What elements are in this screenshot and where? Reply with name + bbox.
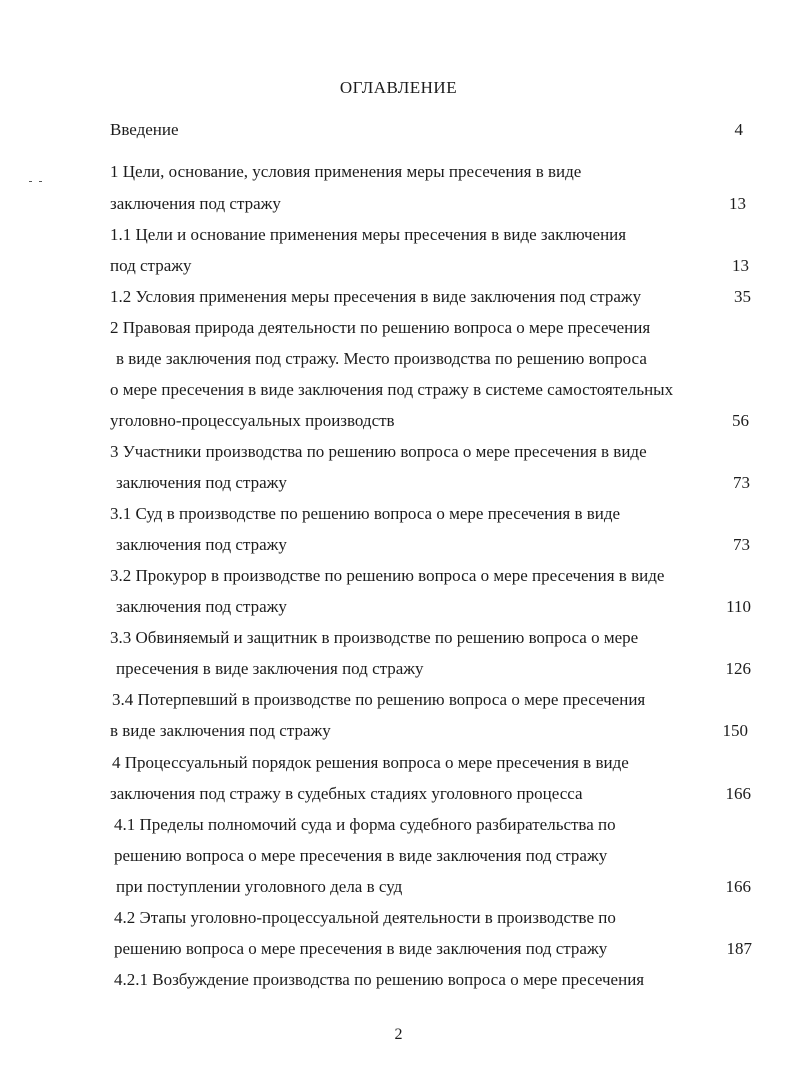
toc-entry-line: 3.3 Обвиняемый и защитник в производстве по решению вопроса о мере [110,628,639,647]
toc-entry-page: 35 [734,287,751,306]
toc-entry-page: 166 [725,784,751,803]
scan-speck [29,181,32,182]
toc-entry-line: решению вопроса о мере пресечения в виде заключения под стражу [114,939,608,958]
toc-entry-line: заключения под стражу в судебных стадиях уголовного процесса [110,784,583,803]
toc-entry-line: заключения под стражу [116,535,287,554]
toc-entry-line: 4.2 Этапы уголовно-процессуальной деятельности в производстве по [114,908,616,927]
toc-entry-line: заключения под стражу [116,473,287,492]
toc-entry-page: 187 [726,939,752,958]
toc-entry-line: уголовно-процессуальных производств [110,411,395,430]
toc-entry-line: заключения под стражу [116,597,287,616]
toc-entry-line: Введение [110,120,179,139]
toc-entry-line: 3.1 Суд в производстве по решению вопроса о мере пресечения в виде [110,504,621,523]
toc-entry-line: 1 Цели, основание, условия применения меры пресечения в виде [110,162,582,181]
toc-entry-page: 150 [722,721,748,740]
toc-entry-page: 73 [733,473,750,492]
toc-entry-page: 166 [725,877,751,896]
toc-entry-line: в виде заключения под стражу [110,721,331,740]
toc-entry-page: 4 [734,120,743,139]
toc-entry-line: 1.2 Условия применения меры пресечения в виде заключения под стражу [110,287,642,306]
toc-entry-page: 13 [729,194,746,213]
toc-entry-page: 56 [732,411,749,430]
toc-entry-line: 3.4 Потерпевший в производстве по решению вопроса о мере пресечения [112,690,646,709]
toc-entry-line: о мере пресечения в виде заключения под стражу в системе самостоятельных [110,380,674,399]
page-title: ОГЛАВЛЕНИЕ [339,78,458,97]
toc-entry-page: 13 [732,256,749,275]
toc-entry-line: под стражу [110,256,192,275]
page-number: 2 [394,1026,403,1043]
toc-entry-line: 3.2 Прокурор в производстве по решению вопроса о мере пресечения в виде [110,566,665,585]
toc-entry-line: 4 Процессуальный порядок решения вопроса о мере пресечения в виде [112,753,629,772]
toc-entry-line: пресечения в виде заключения под стражу [116,659,424,678]
toc-entry-line: решению вопроса о мере пресечения в виде заключения под стражу [114,846,608,865]
toc-entry-line: 1.1 Цели и основание применения меры пресечения в виде заключения [110,225,627,244]
toc-entry-line: заключения под стражу [110,194,281,213]
toc-entry-page: 73 [733,535,750,554]
toc-entry-line: 2 Правовая природа деятельности по решению вопроса о мере пресечения [110,318,651,337]
toc-entry-line: 3 Участники производства по решению вопроса о мере пресечения в виде [110,442,647,461]
toc-entry-line: в виде заключения под стражу. Место производства по решению вопроса [116,349,647,368]
toc-entry-page: 126 [725,659,751,678]
toc-entry-line: 4.1 Пределы полномочий суда и форма судебного разбирательства по [114,815,616,834]
toc-entry-page: 110 [726,597,751,616]
toc-entry-line: 4.2.1 Возбуждение производства по решению вопроса о мере пресечения [114,970,645,989]
toc-entry-line: при поступлении уголовного дела в суд [116,877,403,896]
scan-speck [39,181,42,182]
